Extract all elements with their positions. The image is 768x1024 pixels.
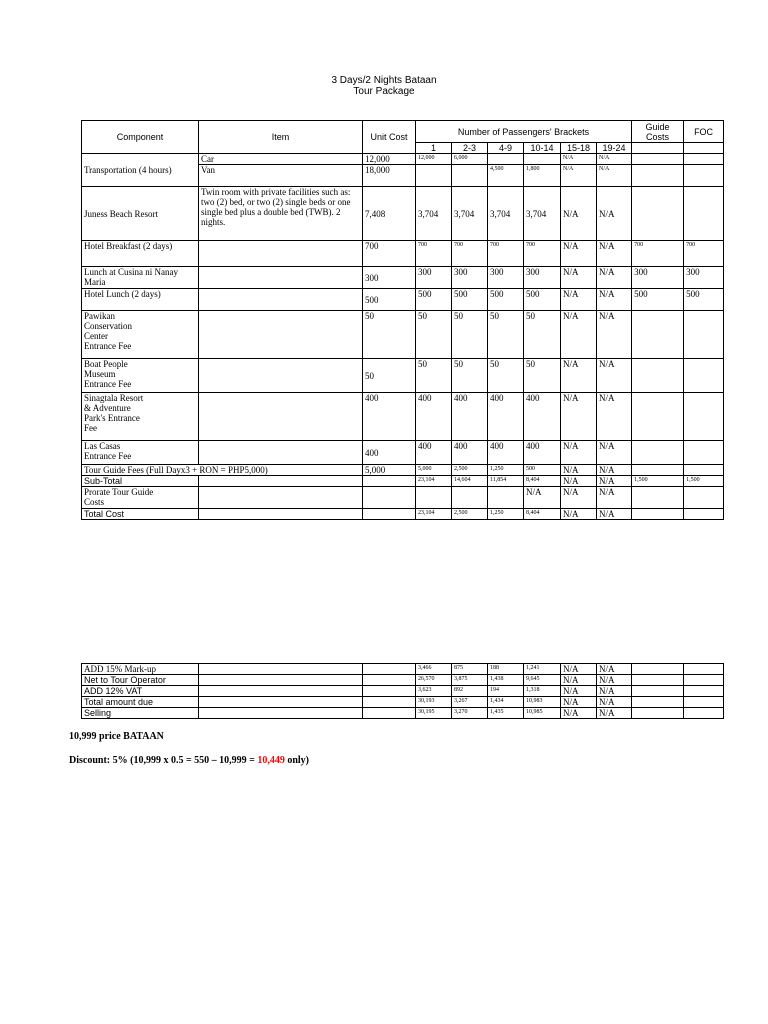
summary-label: Total amount due: [82, 697, 199, 708]
header-component: Component: [82, 121, 199, 154]
component-cell: Hotel Breakfast (2 days): [82, 241, 199, 267]
component-cell: Lunch at Cusina ni Nanay Maria: [82, 267, 199, 289]
table-row: Sinagtala Resort & Adventure Park's Entrance Fee 400 400 400 400 400 N/A N/A: [82, 393, 724, 441]
summary-label: Selling: [82, 708, 199, 719]
header-unit-cost: Unit Cost: [363, 121, 416, 154]
discounted-price: 10,449: [257, 755, 285, 766]
item-cell: Twin room with private facilities such as: two (2) bed, or two (2) single beds or one single bed plus a double bed (TWB). 2 nights.: [199, 187, 363, 241]
table-row: Total amount due 30,193 3,267 1,434 10,983 N/A N/A: [82, 697, 724, 708]
unit-cost-cell: 300: [363, 267, 416, 289]
table-row: Tour Guide Fees (Full Dayx3 + RON = PHP5,000) 5,000 5,000 2,500 1,250 500 N/A N/A: [82, 465, 724, 476]
cost-table: [81, 120, 724, 520]
item-cell: Car: [199, 154, 363, 165]
component-cell: Juness Beach Resort: [82, 187, 199, 241]
unit-cost-cell: 50: [363, 311, 416, 359]
bracket-4-9: 4-9: [488, 143, 524, 154]
summary-label: ADD 12% VAT: [82, 686, 199, 697]
component-cell: Prorate Tour Guide Costs: [82, 487, 199, 509]
header-row: [82, 121, 724, 143]
component-cell: Boat People Museum Entrance Fee: [82, 359, 199, 393]
table-row: Juness Beach Resort Twin room with private facilities such as: two (2) bed, or two (2) single beds or one single bed plus a double bed (TWB). 2 nights. 7,408 3,704 3,704 3,704 3,704 N/A N/A: [82, 187, 724, 241]
page-title: 3 Days/2 Nights Bataan: [331, 75, 437, 86]
unit-cost-cell: 7,408: [363, 187, 416, 241]
table-row: Transportation (4 hours) Car 12,000 12,000 6,000 N/A N/A: [82, 154, 724, 165]
table-row: ADD 12% VAT 3,623 892 194 1,318 N/A N/A: [82, 686, 724, 697]
table-row: Lunch at Cusina ni Nanay Maria 300 300 300 300 300 N/A N/A 300 300: [82, 267, 724, 289]
unit-cost-cell: 400: [363, 393, 416, 441]
bracket-2-3: 2-3: [452, 143, 488, 154]
summary-table: [81, 663, 724, 719]
unit-cost-cell: 400: [363, 441, 416, 465]
summary-label: ADD 15% Mark-up: [82, 664, 199, 675]
item-cell: Van: [199, 165, 363, 187]
unit-cost-cell: 500: [363, 289, 416, 311]
table-row: Selling 30,195 3,270 1,435 10,985 N/A N/A: [82, 708, 724, 719]
bracket-19-24: 19-24: [597, 143, 632, 154]
price-note: 10,999 price BATAAN: [69, 731, 164, 742]
table-row: Total Cost 23,104 2,500 1,250 8,404 N/A N/A: [82, 509, 724, 520]
table-row: Pawikan Conservation Center Entrance Fee 50 50 50 50 50 N/A N/A: [82, 311, 724, 359]
component-cell: Total Cost: [82, 509, 199, 520]
bracket-1: 1: [416, 143, 452, 154]
unit-cost-cell: 50: [363, 359, 416, 393]
component-cell: Pawikan Conservation Center Entrance Fee: [82, 311, 199, 359]
unit-cost-cell: 18,000: [363, 165, 416, 187]
table-row: Prorate Tour Guide Costs N/A N/A N/A: [82, 487, 724, 509]
header-guide-costs: Guide Costs: [632, 121, 684, 143]
component-cell: Transportation (4 hours): [82, 154, 199, 187]
table-row: Van 18,000 4,500 1,800 N/A N/A: [82, 165, 724, 187]
table-row: ADD 15% Mark-up 3,466 875 188 1,241 N/A N/A: [82, 664, 724, 675]
header-brackets: Number of Passengers' Brackets: [416, 121, 632, 143]
table-row: Net to Tour Operator 26,570 3,875 1,438 9,645 N/A N/A: [82, 675, 724, 686]
header-item: Item: [199, 121, 363, 154]
table-row: Sub-Total 23,104 14,604 11,854 8,404 N/A N/A 1,500 1,500: [82, 476, 724, 487]
summary-label: Net to Tour Operator: [82, 675, 199, 686]
component-cell: Tour Guide Fees (Full Dayx3 + RON = PHP5,000): [82, 465, 363, 476]
component-cell: Sub-Total: [82, 476, 199, 487]
page-subtitle: Tour Package: [353, 86, 415, 97]
bracket-10-14: 10-14: [524, 143, 561, 154]
discount-note: Discount: 5% (10,999 x 0.5 = 550 – 10,999 = 10,449 only): [69, 755, 310, 766]
bracket-15-18: 15-18: [561, 143, 597, 154]
component-cell: Las Casas Entrance Fee: [82, 441, 199, 465]
table-row: Boat People Museum Entrance Fee 50 50 50 50 50 N/A N/A: [82, 359, 724, 393]
table-row: Las Casas Entrance Fee 400 400 400 400 400 N/A N/A: [82, 441, 724, 465]
unit-cost-cell: 700: [363, 241, 416, 267]
unit-cost-cell: 12,000: [363, 154, 416, 165]
table-row: Hotel Breakfast (2 days) 700 700 700 700 700 N/A N/A 700 700: [82, 241, 724, 267]
header-foc: FOC: [684, 121, 724, 143]
component-cell: Hotel Lunch (2 days): [82, 289, 199, 311]
component-cell: Sinagtala Resort & Adventure Park's Entrance Fee: [82, 393, 199, 441]
unit-cost-cell: 5,000: [363, 465, 416, 476]
table-row: Hotel Lunch (2 days) 500 500 500 500 500 N/A N/A 500 500: [82, 289, 724, 311]
